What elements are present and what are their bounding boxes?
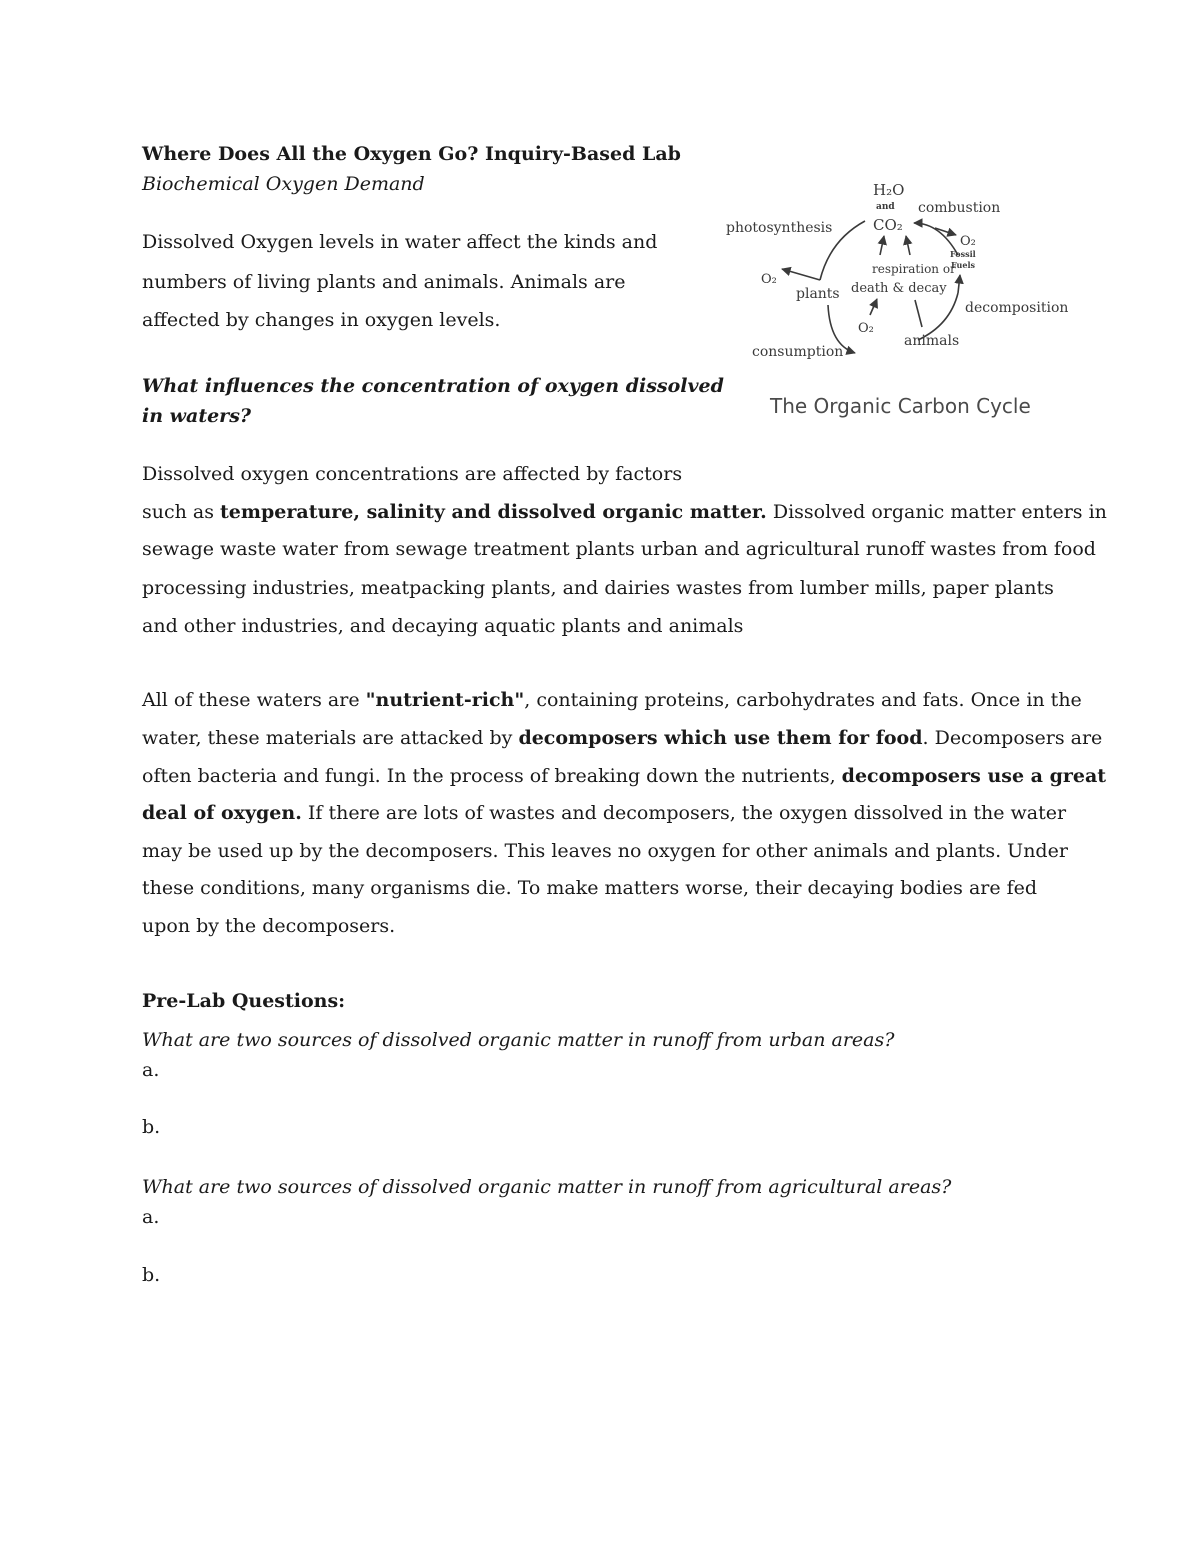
text-run: water, these materials are attacked by [142, 727, 519, 749]
animal-decay-line [915, 300, 922, 327]
text-run: If there are lots of wastes and decomposers, the oxygen dissolved in the water [301, 802, 1067, 824]
plants-label: plants [796, 286, 840, 302]
fossil-label: Fossil [950, 249, 976, 259]
paragraph-line: Dissolved oxygen concentrations are affected by factors [142, 463, 683, 485]
text-run: Dissolved organic matter enters in [766, 501, 1107, 523]
answer-label-b: b. [142, 1116, 161, 1138]
o2-label-left: O₂ [761, 272, 777, 287]
o2-label-mid: O₂ [858, 321, 874, 336]
o2-label-right: O₂ [960, 234, 976, 249]
bold-run: "nutrient-rich" [365, 689, 525, 711]
answer-label-a: a. [142, 1059, 160, 1081]
prelab-question: What are two sources of dissolved organic matter in runoff from agricultural areas? [142, 1176, 952, 1198]
photosynthesis-label: photosynthesis [726, 220, 833, 236]
consumption-label: consumption [752, 344, 844, 360]
bold-run: decomposers which use them for food [518, 727, 923, 749]
animals-label: animals [904, 333, 960, 349]
decomposition-label: decomposition [965, 300, 1069, 316]
intro-line: Dissolved Oxygen levels in water affect the kinds and [142, 231, 658, 253]
paragraph-line: and other industries, and decaying aquatic plants and animals [142, 615, 744, 637]
paragraph-line: upon by the decomposers. [142, 915, 396, 937]
death-decay-label: death & decay [851, 281, 947, 296]
co2-label: CO₂ [873, 216, 903, 234]
intro-line: numbers of living plants and animals. Animals are [142, 271, 626, 293]
decomposition-arrow [958, 275, 960, 293]
question-heading-line: in waters? [142, 405, 252, 427]
paragraph-line [142, 765, 1106, 787]
paragraph-line [142, 501, 1107, 523]
document-subtitle: Biochemical Oxygen Demand [142, 173, 425, 195]
bold-run: deal of oxygen. [142, 802, 302, 824]
answer-label-b: b. [142, 1264, 161, 1286]
bold-run: decomposers use a great [841, 765, 1107, 787]
respiration-arrow-right [906, 236, 910, 255]
text-run: often bacteria and fungi. In the process of breaking down the nutrients, [142, 765, 842, 787]
intro-line: affected by changes in oxygen levels. [142, 309, 501, 331]
text-run: All of these waters are [142, 689, 366, 711]
combustion-label: combustion [918, 200, 1001, 216]
respiration-label: respiration or [872, 262, 956, 276]
paragraph-line: may be used up by the decomposers. This leaves no oxygen for other animals and plants. Under [142, 840, 1068, 862]
fuels-label: Fuels [951, 260, 975, 270]
prelab-heading: Pre-Lab Questions: [142, 990, 346, 1012]
paragraph-line [142, 727, 1102, 749]
and-label: and [876, 202, 895, 212]
paragraph-line: sewage waste water from sewage treatment plants urban and agricultural runoff wastes from food [142, 538, 1096, 560]
carbon-cycle-diagram [720, 175, 1080, 425]
paragraph-line [142, 689, 1082, 711]
h2o-label: H₂O [873, 181, 905, 199]
o2-uptake-arrow [870, 299, 877, 315]
prelab-question: What are two sources of dissolved organic matter in runoff from urban areas? [142, 1029, 895, 1051]
bold-run: temperature, salinity and dissolved organic matter. [220, 501, 767, 523]
text-run: . Decomposers are [922, 727, 1103, 749]
question-heading-line: What influences the concentration of oxygen dissolved [142, 375, 724, 397]
respiration-arrow-left [880, 236, 884, 255]
paragraph-line: these conditions, many organisms die. To make matters worse, their decaying bodies are fed [142, 877, 1038, 899]
o2-release-arrow [782, 269, 820, 280]
paragraph-line [142, 802, 1066, 824]
document-title: Where Does All the Oxygen Go? Inquiry-Based Lab [142, 143, 681, 165]
answer-label-a: a. [142, 1206, 160, 1228]
figure-caption: The Organic Carbon Cycle [770, 394, 1031, 418]
paragraph-line: processing industries, meatpacking plants, and dairies wastes from lumber mills, paper plants [142, 577, 1054, 599]
text-run: such as [142, 501, 221, 523]
text-run: , containing proteins, carbohydrates and fats. Once in the [524, 689, 1082, 711]
